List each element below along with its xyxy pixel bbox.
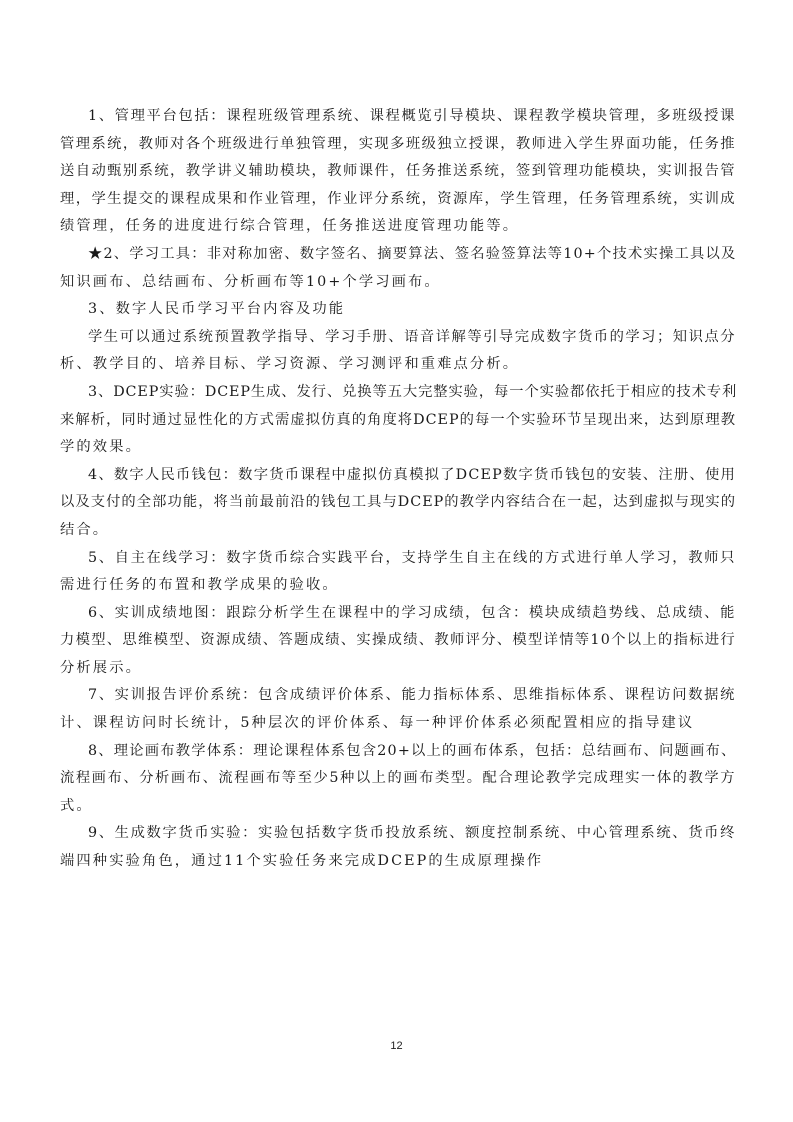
- text-line: 知识画布、总结画布、分析画布等10+个学习画布。: [60, 273, 441, 290]
- text-line: 7、实训报告评价系统：包含成绩评价体系、能力指标体系、思维指标体系、课程访问数据统: [88, 687, 736, 704]
- text-line: 4、数字人民币钱包：数字货币课程中虚拟仿真模拟了DCEP数字货币钱包的安装、注册、使用: [88, 466, 736, 483]
- text-line: 结合。: [60, 521, 110, 538]
- text-line: 3、DCEP实验：DCEP生成、发行、兑换等五大完整实验，每一个实验都依托于相应的技术专利: [88, 383, 738, 400]
- text-line: 送自动甄别系统，教学讲义辅助模块，教师课件，任务推送系统，签到管理功能模块，实训报告管: [60, 163, 736, 180]
- text-line: 9、生成数字货币实验：实验包括数字货币投放系统、额度控制系统、中心管理系统、货币终: [88, 825, 736, 842]
- text-line: 8、理论画布教学体系：理论课程体系包含20+以上的画布体系，包括：总结画布、问题画布、: [88, 742, 737, 759]
- paragraph: [60, 241, 736, 296]
- paragraph: [60, 682, 736, 737]
- paragraph: [60, 103, 736, 241]
- page-number: 12: [390, 1040, 403, 1052]
- document-body: [60, 103, 736, 876]
- text-line: 力模型、思维模型、资源成绩、答题成绩、实操成绩、教师评分、模型详情等10个以上的指标进行: [60, 632, 736, 649]
- text-line: ★2、学习工具：非对称加密、数字签名、摘要算法、签名验签算法等10+个技术实操工具以及: [88, 245, 737, 262]
- paragraph: [60, 820, 736, 875]
- text-line: 学生可以通过系统预置教学指导、学习手册、语音详解等引导完成数字货币的学习；知识点分: [88, 328, 736, 345]
- paragraph: [60, 600, 736, 683]
- text-line: 3、数字人民币学习平台内容及功能: [88, 301, 346, 318]
- text-line: 来解析，同时通过显性化的方式需虚拟仿真的角度将DCEP的每一个实验环节呈现出来，达到原理教: [60, 411, 736, 428]
- paragraph: [60, 296, 736, 324]
- text-line: 计、课程访问时长统计，5种层次的评价体系、每一种评价体系必须配置相应的指导建议: [60, 715, 695, 732]
- text-line: 端四种实验角色，通过11个实验任务来完成DCEP的生成原理操作: [60, 853, 544, 870]
- text-line: 流程画布、分析画布、流程画布等至少5种以上的画布类型。配合理论教学完成理实一体的教学方: [60, 770, 736, 787]
- text-line: 需进行任务的布置和教学成果的验收。: [60, 577, 339, 594]
- text-line: 学的效果。: [60, 439, 142, 456]
- text-line: 5、自主在线学习：数字货币综合实践平台，支持学生自主在线的方式进行单人学习，教师只: [88, 549, 736, 566]
- text-line: 绩管理，任务的进度进行综合管理，任务推送进度管理功能等。: [60, 218, 520, 235]
- paragraph: [60, 545, 736, 600]
- text-line: 分析展示。: [60, 659, 142, 676]
- paragraph: [60, 738, 736, 821]
- text-line: 以及支付的全部功能，将当前最前沿的钱包工具与DCEP的教学内容结合在一起，达到虚拟与现实的: [60, 494, 736, 511]
- paragraph: [60, 379, 736, 462]
- text-line: 式。: [60, 797, 93, 814]
- text-line: 6、实训成绩地图：跟踪分析学生在课程中的学习成绩，包含：模块成绩趋势线、总成绩、能: [88, 604, 736, 621]
- paragraph: [60, 324, 736, 379]
- text-line: 理，学生提交的课程成果和作业管理，作业评分系统，资源库，学生管理，任务管理系统，实训成: [60, 190, 736, 207]
- text-line: 析、教学目的、培养目标、学习资源、学习测评和重难点分析。: [60, 356, 520, 373]
- text-line: 1、管理平台包括：课程班级管理系统、课程概览引导模块、课程教学模块管理，多班级授课: [88, 108, 736, 124]
- text-line: 管理系统，教师对各个班级进行单独管理，实现多班级独立授课，教师进入学生界面功能，任务推: [60, 135, 736, 152]
- paragraph: [60, 462, 736, 545]
